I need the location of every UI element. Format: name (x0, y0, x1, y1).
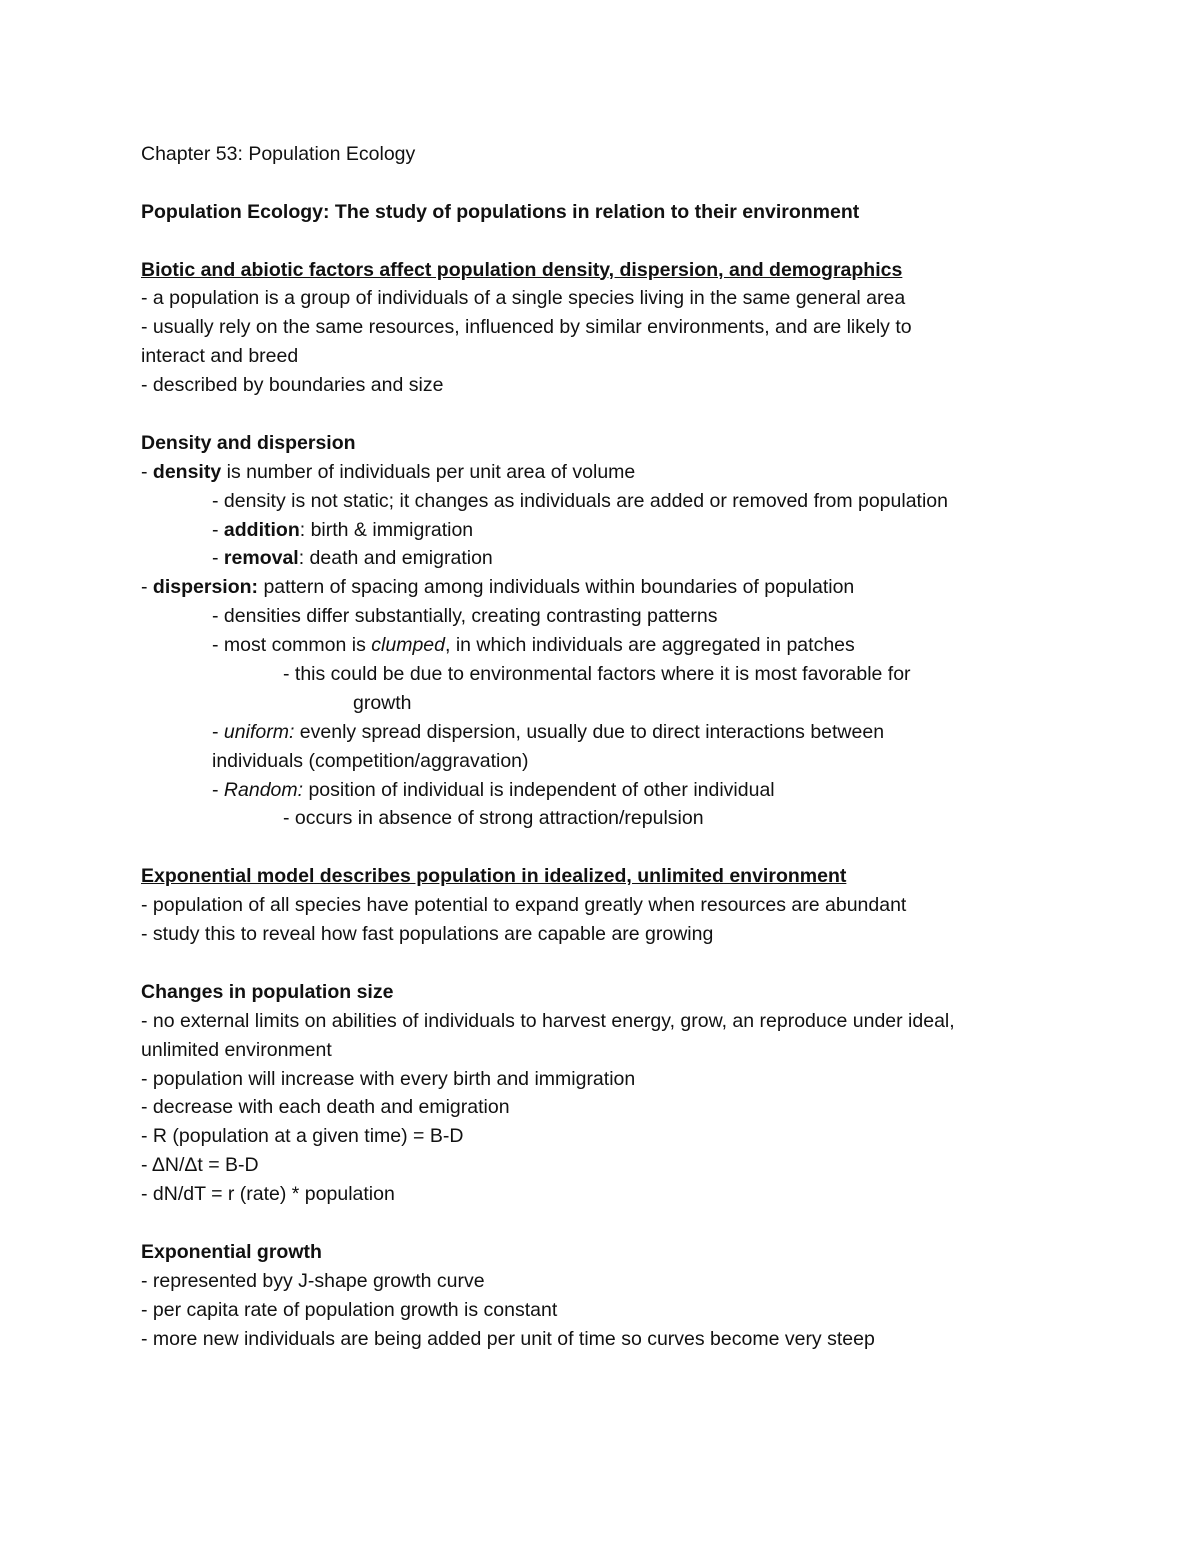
note-text: position of individual is independent of other individual (303, 778, 775, 801)
dash: - (212, 720, 224, 743)
note-line: individuals (competition/aggravation) (212, 749, 529, 772)
note-line: - occurs in absence of strong attraction/repulsion (283, 807, 704, 830)
note-text: pattern of spacing among individuals within boundaries of population (258, 576, 855, 599)
section-heading-changes: Changes in population size (141, 980, 394, 1003)
note-text: - most common is (212, 634, 372, 657)
note-line: - densities differ substantially, creating contrasting patterns (212, 605, 718, 628)
note-text: : birth & immigration (299, 518, 474, 541)
dash: - (212, 778, 224, 801)
note-line (141, 776, 1141, 805)
term-removal: removal (223, 547, 299, 570)
note-line (141, 631, 1141, 660)
note-line: - decrease with each death and emigration (141, 1096, 510, 1119)
note-line: - usually rely on the same resources, influenced by similar environments, and are likely to (141, 316, 912, 339)
note-line: - more new individuals are being added per unit of time so curves become very steep (141, 1327, 875, 1350)
dash: - (212, 547, 224, 570)
note-line (141, 458, 1141, 487)
note-line: - represented byy J-shape growth curve (141, 1269, 485, 1292)
section-heading-density: Density and dispersion (141, 431, 356, 454)
term-clumped: clumped (371, 634, 445, 657)
note-line: - a population is a group of individuals of a single species living in the same general area (141, 287, 906, 310)
section-heading-exponential-model: Exponential model describes population in idealized, unlimited environment (141, 865, 847, 888)
dash: - (141, 576, 153, 599)
note-text: , in which individuals are aggregated in patches (445, 634, 855, 657)
note-line: - study this to reveal how fast populations are capable are growing (141, 923, 714, 946)
note-line: - population of all species have potential to expand greatly when resources are abundant (141, 894, 907, 917)
term-addition: addition (223, 518, 300, 541)
equation-line: - R (population at a given time) = B-D (141, 1125, 464, 1148)
note-line: - per capita rate of population growth is constant (141, 1298, 558, 1321)
note-text: : death and emigration (298, 547, 493, 570)
note-line: unlimited environment (141, 1038, 332, 1061)
term-random: Random: (223, 778, 304, 801)
definition-line (141, 198, 1141, 227)
note-line (141, 573, 1141, 602)
note-line: - described by boundaries and size (141, 374, 444, 397)
note-line: interact and breed (141, 345, 299, 368)
note-text: is number of individuals per unit area of volume (221, 460, 636, 483)
dash: - (141, 460, 153, 483)
note-line (141, 516, 1141, 545)
document-page (141, 140, 1141, 1353)
definition-term: Population Ecology: (141, 200, 330, 223)
note-line (141, 544, 1141, 573)
note-line: - no external limits on abilities of individuals to harvest energy, grow, an reproduce under ideal, (141, 1009, 955, 1032)
document-title: Chapter 53: Population Ecology (141, 143, 416, 165)
term-uniform: uniform: (223, 720, 295, 743)
section-heading-biotic: Biotic and abiotic factors affect population density, dispersion, and demographics (141, 258, 903, 281)
note-line: - population will increase with every birth and immigration (141, 1067, 636, 1090)
note-line: - this could be due to environmental factors where it is most favorable for (283, 663, 911, 686)
definition-text: The study of populations in relation to their environment (329, 200, 860, 223)
term-density: density (152, 460, 222, 483)
term-dispersion: dispersion: (152, 576, 259, 599)
note-line: growth (353, 691, 412, 714)
note-line (141, 718, 1141, 747)
note-text: evenly spread dispersion, usually due to direct interactions between (294, 720, 885, 743)
dash: - (212, 518, 224, 541)
equation-line: - ΔN/Δt = B-D (141, 1154, 259, 1177)
note-line: - density is not static; it changes as individuals are added or removed from population (212, 489, 948, 512)
equation-line: - dN/dT = r (rate) * population (141, 1183, 395, 1206)
section-heading-growth: Exponential growth (141, 1240, 322, 1263)
